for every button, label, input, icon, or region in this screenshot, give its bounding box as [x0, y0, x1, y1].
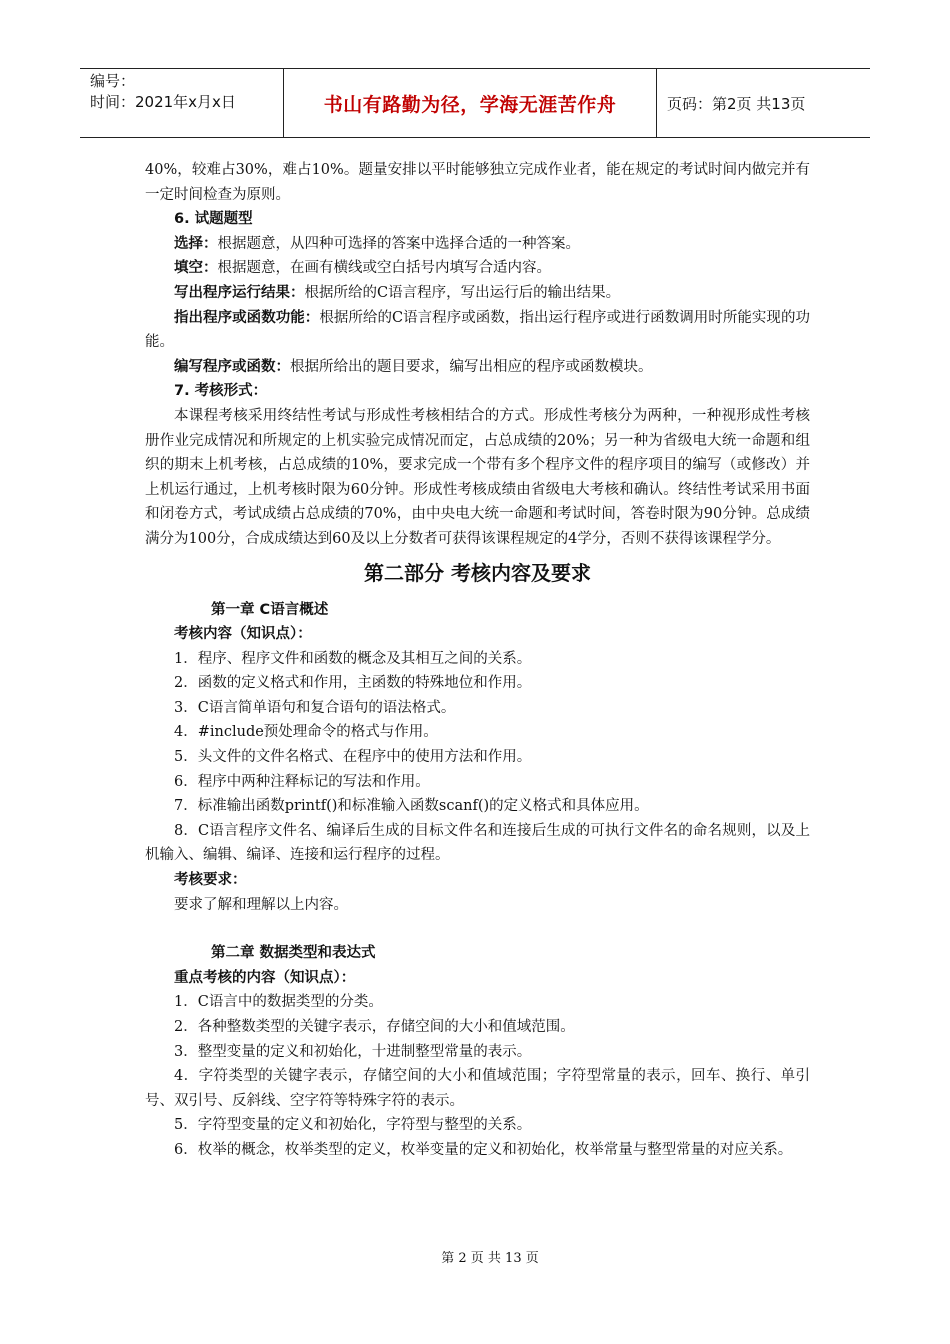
subheading: 重点考核的内容（知识点）： [174, 969, 356, 986]
paragraph: 要求了解和理解以上内容。 [174, 896, 348, 913]
chapter-title: 第二章 数据类型和表达式 [211, 945, 376, 962]
doc-time-label: 时间：2021年x月x日 [90, 93, 236, 111]
page-footer: 第 2 页 共 13 页 [441, 1251, 539, 1266]
question-type-text: 根据所给出的题目要求，编写出相应的程序或函数模块。 [290, 358, 653, 375]
question-type-label: 指出程序或函数功能： [174, 309, 320, 326]
header-motto: 书山有路勤为径，学海无涯苦作舟 [284, 69, 657, 137]
chapter-title: 第一章 C语言概述 [211, 601, 329, 618]
question-type-output [145, 281, 810, 306]
header-meta [80, 69, 284, 137]
list-item: 5．头文件的文件名格式、在程序中的使用方法和作用。 [174, 749, 532, 766]
list-item: 4．字符类型的关键字表示，存储空间的大小和值域范围；字符型常量的表示，回车、换行、单引号、双引号、反斜线、空字符等特殊字符的表示。 [145, 1068, 810, 1109]
list-item: 6．枚举的概念，枚举类型的定义，枚举变量的定义和初始化，枚举常量与整型常量的对应关系。 [174, 1141, 793, 1158]
question-type-text: 根据题意，在画有横线或空白括号内填写合适内容。 [217, 260, 551, 277]
list-item: 6．程序中两种注释标记的写法和作用。 [174, 773, 430, 790]
subheading: 考核要求： [174, 872, 247, 889]
question-type-label: 编写程序或函数： [174, 358, 290, 375]
paragraph: 40%，较难占30%，难占10%。题量安排以平时能够独立完成作业者，能在规定的考试时间内做完并有一定时间检查为原则。 [145, 162, 810, 203]
doc-code-label: 编号： [90, 72, 136, 90]
list-item: 5．字符型变量的定义和初始化，字符型与整型的关系。 [174, 1117, 532, 1134]
list-item: 3．整型变量的定义和初始化，十进制整型常量的表示。 [174, 1043, 532, 1060]
list-item: 2．各种整数类型的关键字表示，存储空间的大小和值域范围。 [174, 1019, 575, 1035]
header-page-label: 页码：第2页 共13页 [667, 94, 806, 113]
subheading: 考核内容（知识点）： [174, 626, 312, 643]
section-heading: 7. 考核形式： [174, 383, 268, 400]
list-item: 3．C语言简单语句和复合语句的语法格式。 [174, 699, 456, 716]
list-item: 1．程序、程序文件和函数的概念及其相互之间的关系。 [174, 650, 532, 667]
question-type-text: 根据题意，从四种可选择的答案中选择合适的一种答案。 [217, 235, 580, 252]
list-item: 2．函数的定义格式和作用，主函数的特殊地位和作用。 [174, 675, 532, 692]
question-type-text: 根据所给的C语言程序，写出运行后的输出结果。 [304, 284, 621, 301]
question-type-text: 根据所给的C语言程序或函数，指出运行程序或进行函数调用时所能实现的功能。 [145, 309, 810, 351]
question-type-function [145, 306, 810, 355]
question-type-choice [145, 232, 810, 257]
question-type-fill [145, 256, 810, 281]
question-type-label: 写出程序运行结果： [174, 284, 305, 301]
paragraph: 本课程考核采用终结性考试与形成性考核相结合的方式。形成性考核分为两种，一种视形成性考核册作业完成情况和所规定的上机实验完成情况而定，占总成绩的20%；另一种为省级电大统一命题和组织的期末上机考核，占总成绩的10%，要求完成一个带有多个程序文件的程序项目的编写（或修改）并上机运行通过，上机考核时限为60分钟。形成性考核成绩由省级电大考核和确认。终结性考试采用书面和闭卷方式，考试成绩占总成绩的70%，由中央电大统一命题和考试时间，答卷时限为90分钟。总成绩满分为100分，合成成绩达到60及以上分数者可获得该课程规定的4学分，否则不获得该课程学分。 [145, 407, 810, 547]
question-type-label: 选择： [174, 235, 218, 252]
page-header [80, 68, 870, 138]
list-item: 7．标准输出函数printf()和标准输入函数scanf()的定义格式和具体应用。 [174, 798, 649, 815]
part-title: 第二部分 考核内容及要求 [364, 560, 591, 585]
section-heading: 6. 试题题型 [174, 211, 253, 228]
list-item: 4．#include预处理命令的格式与作用。 [174, 724, 438, 741]
question-type-write [145, 355, 810, 380]
list-item: 8．C语言程序文件名、编译后生成的目标文件名和连接后生成的可执行文件名的命名规则，以及上机输入、编辑、编译、连接和运行程序的过程。 [145, 822, 810, 864]
spacer [145, 917, 810, 941]
document-body [145, 158, 810, 1163]
question-type-label: 填空： [174, 260, 218, 277]
list-item: 1．C语言中的数据类型的分类。 [174, 994, 383, 1011]
